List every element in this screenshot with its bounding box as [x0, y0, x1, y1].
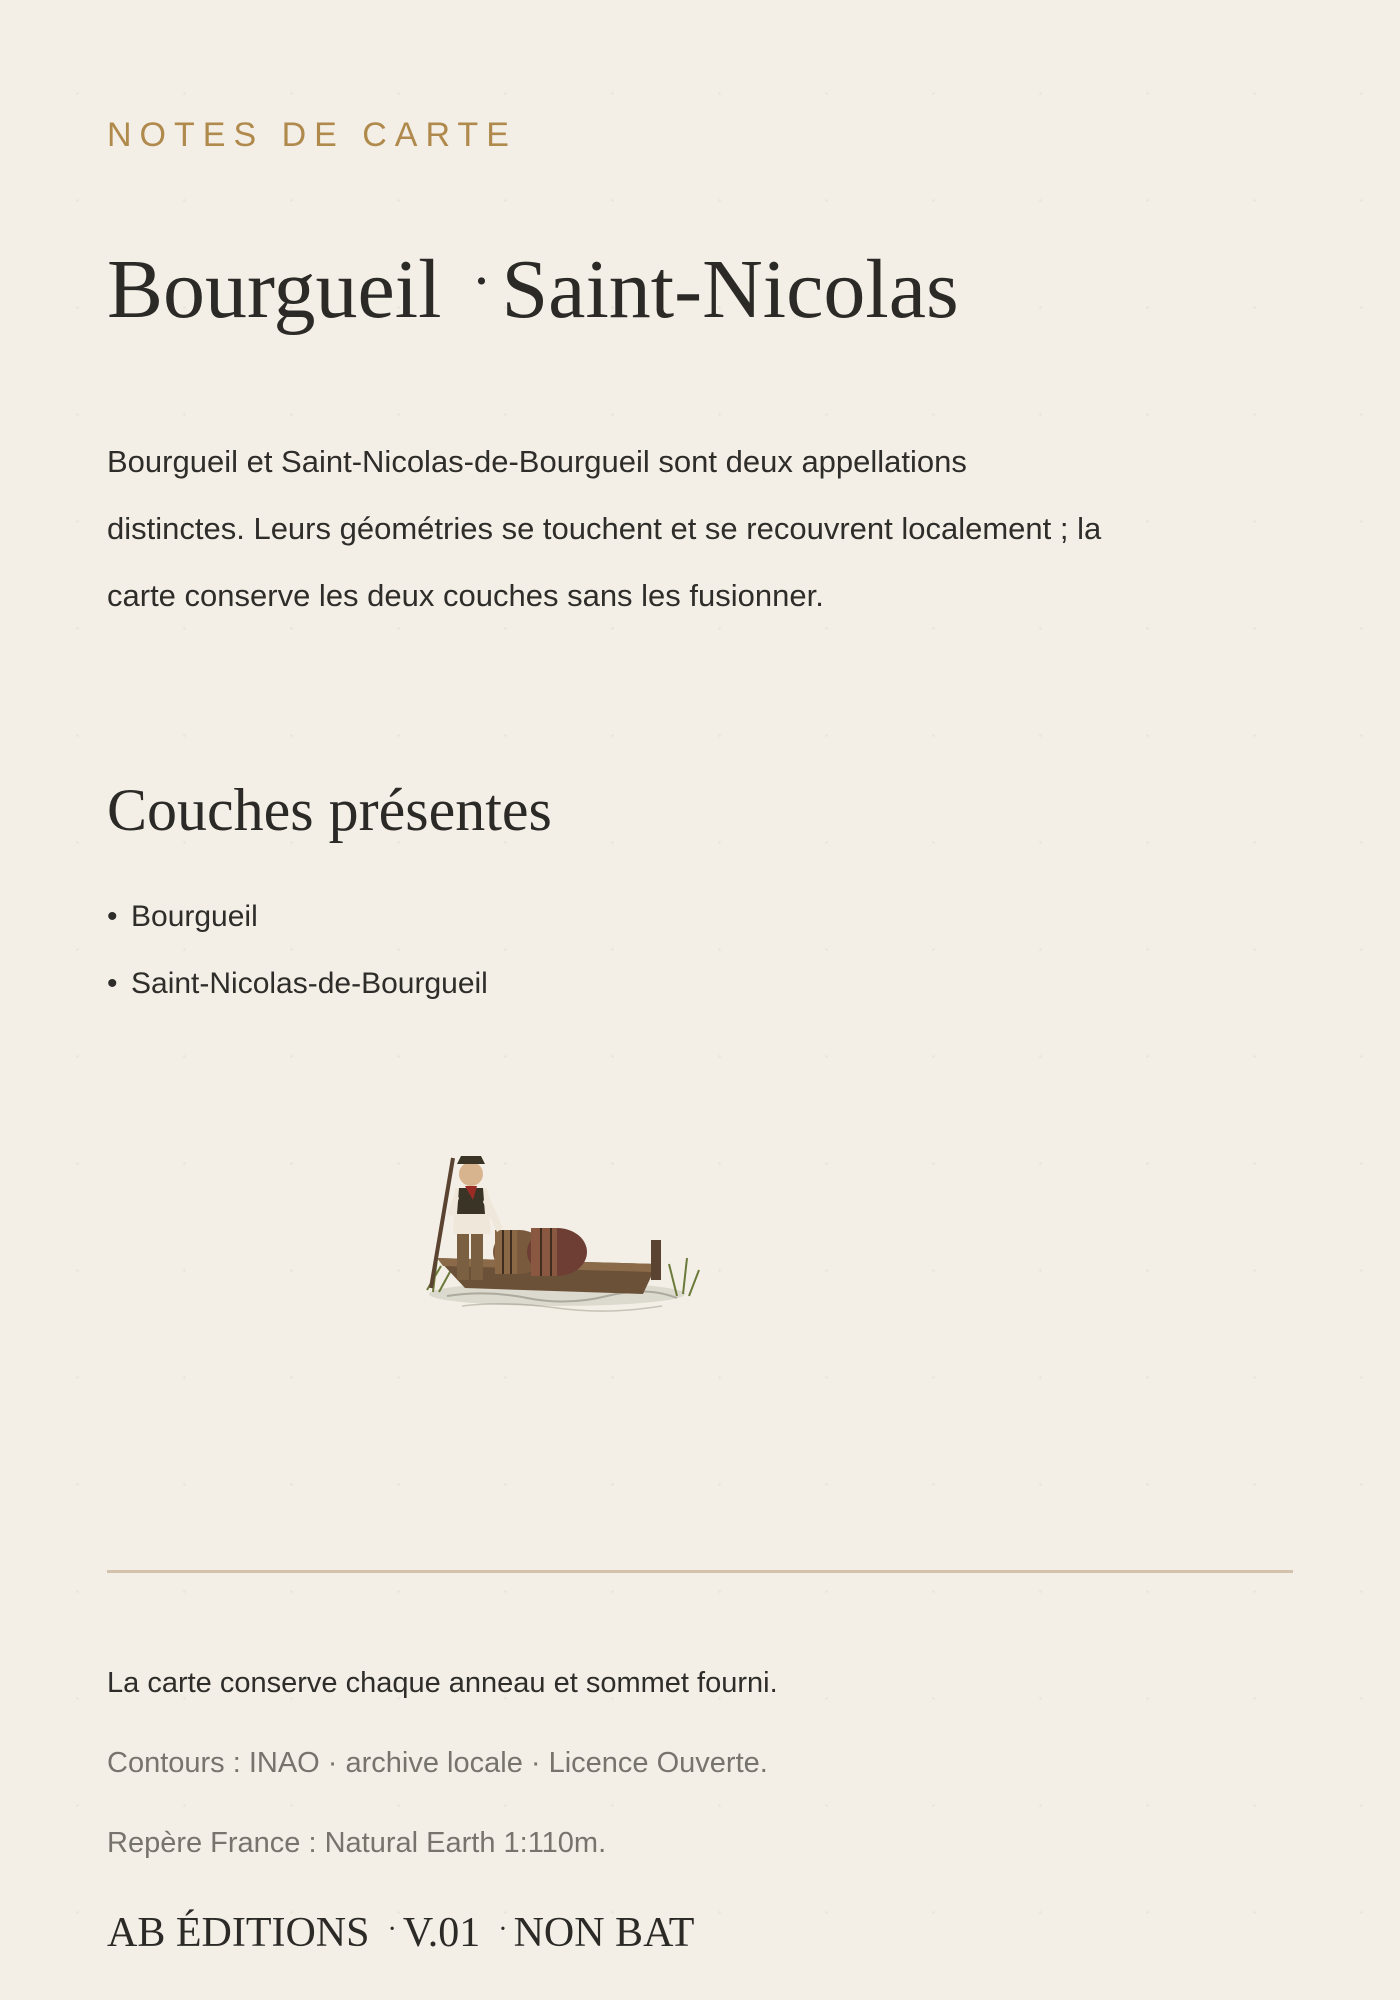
eyebrow-label: NOTES DE CARTE	[107, 116, 517, 154]
imprint-separator: ·	[498, 1914, 508, 1945]
layers-heading: Couches présentes	[107, 777, 552, 843]
page-title	[107, 240, 959, 347]
footer-reference: Repère France : Natural Earth 1:110m.	[107, 1827, 607, 1859]
layer-name: Saint-Nicolas-de-Bourgueil	[131, 967, 488, 1000]
layer-name: Bourgueil	[131, 900, 258, 933]
imprint-publisher: AB ÉDITIONS	[107, 1910, 370, 1956]
imprint-status: NON BAT	[513, 1910, 695, 1956]
imprint	[107, 1905, 694, 1966]
list-item	[107, 950, 488, 1017]
footer-sources: Contours : INAO · archive locale · Licence Ouverte.	[107, 1747, 768, 1779]
footer-note: La carte conserve chaque anneau et sommet fourni.	[107, 1667, 778, 1699]
barrel-icon	[493, 1228, 587, 1276]
list-item	[107, 883, 488, 950]
imprint-separator: ·	[387, 1914, 397, 1945]
bullet-icon: •	[107, 967, 118, 1000]
boatman-illustration	[407, 1118, 707, 1318]
bullet-icon: •	[107, 900, 118, 933]
title-part-1: Bourgueil	[107, 243, 442, 336]
imprint-version: V.01	[402, 1910, 481, 1956]
map-notes-page	[107, 0, 1293, 2000]
footer-divider	[107, 1570, 1293, 1573]
intro-paragraph: Bourgueil et Saint-Nicolas-de-Bourgueil sont deux appellations distinctes. Leurs géométries se touchent et se recouvrent localement ; la carte conserve les deux couches sans les fusionner.	[107, 444, 1102, 613]
title-separator: ·	[471, 248, 492, 314]
title-part-2: Saint-Nicolas	[501, 243, 959, 336]
layers-list	[107, 883, 488, 1017]
